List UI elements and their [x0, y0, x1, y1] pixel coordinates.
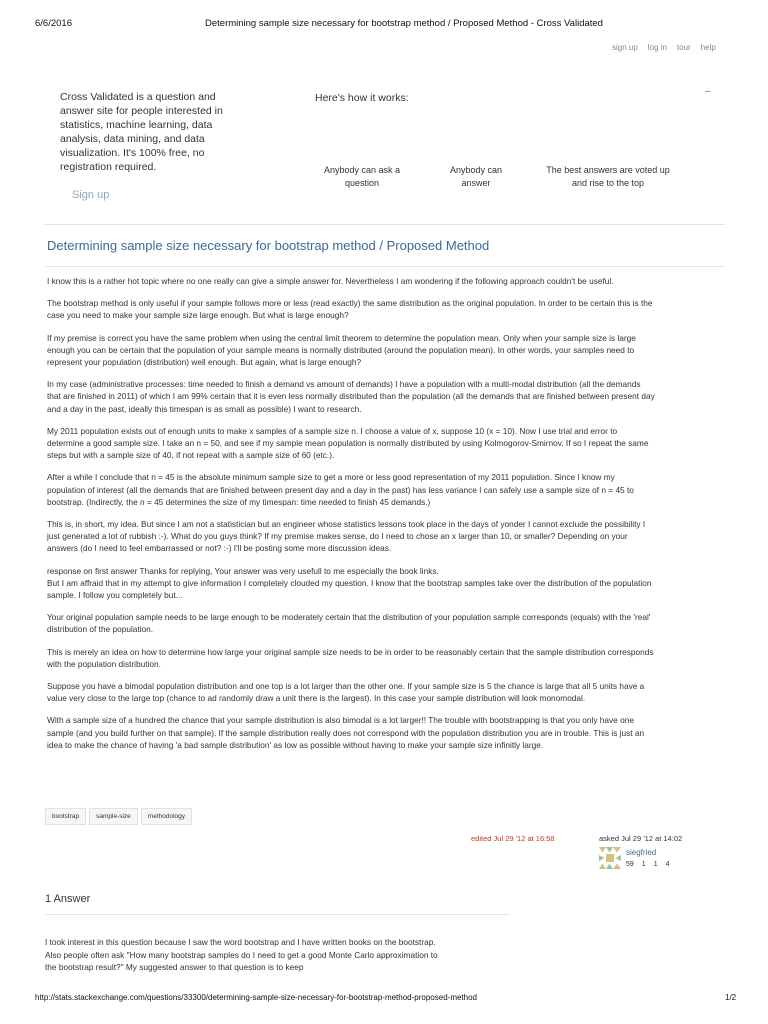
tour-link[interactable]: tour [676, 43, 691, 52]
post-paragraph: My 2011 population exists out of enough units to make x samples of a sample size n. I choose a value of x, suppose 10 (x = 10). Now I use trial and error to determine a good sample size. I take an n = 50, and see if my sample mean population is normally distributed by using Kolmogorov-Smirnov. If so I repeat the same steps but with a sample size of 40, if not repeat with a sample size of 60 (etc.). [47, 425, 649, 461]
print-date: 6/6/2016 [35, 18, 72, 29]
step-answer: Anybody can answer [449, 165, 503, 188]
user-name[interactable]: siegfried [626, 848, 657, 857]
avatar[interactable] [599, 847, 621, 869]
step-vote: The best answers are voted up and rise to the top [546, 165, 670, 188]
post-paragraph: This is merely an idea on how to determine how large your original sample size needs to be in order to be reasonably certain that the sample distribution corresponds with the population distribution. [47, 646, 654, 669]
divider [45, 914, 510, 915]
post-paragraph: I know this is a rather hot topic where no one really can give a simple answer for. Nevertheless I am wondering if the following approach couldn't be useful. [47, 276, 614, 286]
bronze-badges: 4 [665, 861, 670, 868]
login-link[interactable]: log in [647, 43, 667, 52]
signup-link[interactable]: sign up [612, 43, 638, 52]
gold-badges: 1 [641, 861, 646, 868]
post-paragraph: After a while I conclude that n = 45 is the absolute minimum sample size to get a more or less good representation of my 2011 population. Since I know my population of interest (all the demands that are finished between present day and a day in the past) has less variance I can safely use a sample size of n = 45 to bootstrap. (Indirectly, the n = 45 determines the size of my timespan: time needed to finish 45 demands.) [47, 472, 634, 507]
page-number: 1/2 [725, 993, 737, 1002]
post-paragraph: In my case (administrative processes: time needed to finish a demand vs amount of demands) I have a population with a multi-modal distribution (all the demands that are finished in 2011) of which I am 99% certain that it is even less normally distributed than the population (all the demands that are finished between present day and a day in the past, ideally this timespan is as small as possible) I want to research. [47, 379, 655, 414]
welcome-description: Cross Validated is a question and answer site for people interested in statistics, machine learning, data analysis, data mining, and data visualization. It's 100% free, no registration required. [60, 91, 223, 173]
print-title: Determining sample size necessary for bootstrap method / Proposed Method - Cross Validated [205, 18, 603, 29]
reputation: 59 [626, 861, 634, 868]
post-paragraph: response on first answer Thanks for replying, Your answer was very usefull to me especially the book links. But I am affraid that in my attempt to give information I completely clouded my question. I know that the bootstrap samples take over the distribution of the population sample. I follow you completely but... [47, 565, 652, 601]
signup-button[interactable]: Sign up [72, 189, 110, 201]
help-link[interactable]: help [700, 43, 716, 52]
question-body [47, 275, 655, 761]
question-title[interactable]: Determining sample size necessary for bootstrap method / Proposed Method [47, 238, 490, 253]
post-paragraph: Your original population sample needs to be large enough to be moderately certain that the distribution of your population sample corresponds (equals) with the 'real' distribution of the population. [47, 612, 651, 635]
post-paragraph: If my premise is correct you have the same problem when using the central limit theorem to determine the population mean. Only when your sample size is large enough you can be certain that the population of your sample means is normally distributed (around the population mean). In other words, your samples need to represent your population (distribution) well enough. But again, what is large enough? [47, 332, 636, 368]
top-links [612, 43, 716, 52]
print-url: http://stats.stackexchange.com/questions/33300/determining-sample-size-necessary-for-bootstrap-method-proposed-method [35, 993, 477, 1002]
asked-timestamp: asked Jul 29 '12 at 14:02 [599, 834, 683, 843]
how-it-works-heading: Here's how it works: [315, 92, 409, 104]
answer-body: I took interest in this question because I saw the word bootstrap and I have written books on the bootstrap. Also people often ask "How many bootstrap samples do I need to get a good Monte Carlo approximation to the bootstrap result?" My suggested answer to that question is to keep [45, 937, 438, 972]
answers-heading: 1 Answer [45, 893, 91, 905]
step-ask: Anybody can ask a question [323, 165, 401, 188]
post-paragraph: With a sample size of a hundred the chance that your sample distribution is also bimodal is a lot larger!! The trouble with bootstrapping is that you only have one sample (and you build further on that sample). If the sample distribution really does not correspond with the population distribution you are in trouble. This is just an idea to make the chance of having 'a bad sample distribution' as low as possible without having to make your sample size infinitly large. [47, 715, 645, 750]
post-paragraph: The bootstrap method is only useful if your sample follows more or less (read exactly) the same distribution as the original population. In order to be certain this is the case you need to make your sample size large enough. But what is large enough? [47, 298, 653, 321]
post-paragraph: This is, in short, my idea. But since I am not a statistician but an engineer whose statistics lessons took place in the days of yonder I cannot exclude the possibility I just generated a lot of rubbish :-). What do you guys think? If my premise makes sense, do I need to chose an x larger than 10, or smaller? Depending on your answers (do I need to feel embarrassed or not? :-) I'll be posting some more discussion ideas. [47, 519, 646, 554]
edited-link[interactable]: edited Jul 29 '12 at 16:58 [471, 834, 555, 843]
divider [45, 266, 725, 267]
user-stats [626, 861, 670, 868]
tag-bootstrap[interactable]: bootstrap [45, 808, 86, 825]
tag-list [45, 808, 192, 825]
tag-methodology[interactable]: methodology [141, 808, 192, 825]
post-paragraph: Suppose you have a bimodal population distribution and one top is a lot larger than the other one. If your sample size is 5 the chance is large that all 5 units have a value very close to the large top (chance to ad randomly draw a unit there is the largest). In this case your sample distribution will look monomodal. [47, 681, 645, 704]
silver-badges: 1 [653, 861, 658, 868]
collapse-icon[interactable]: – [705, 86, 711, 97]
tag-sample-size[interactable]: sample-size [89, 808, 138, 825]
